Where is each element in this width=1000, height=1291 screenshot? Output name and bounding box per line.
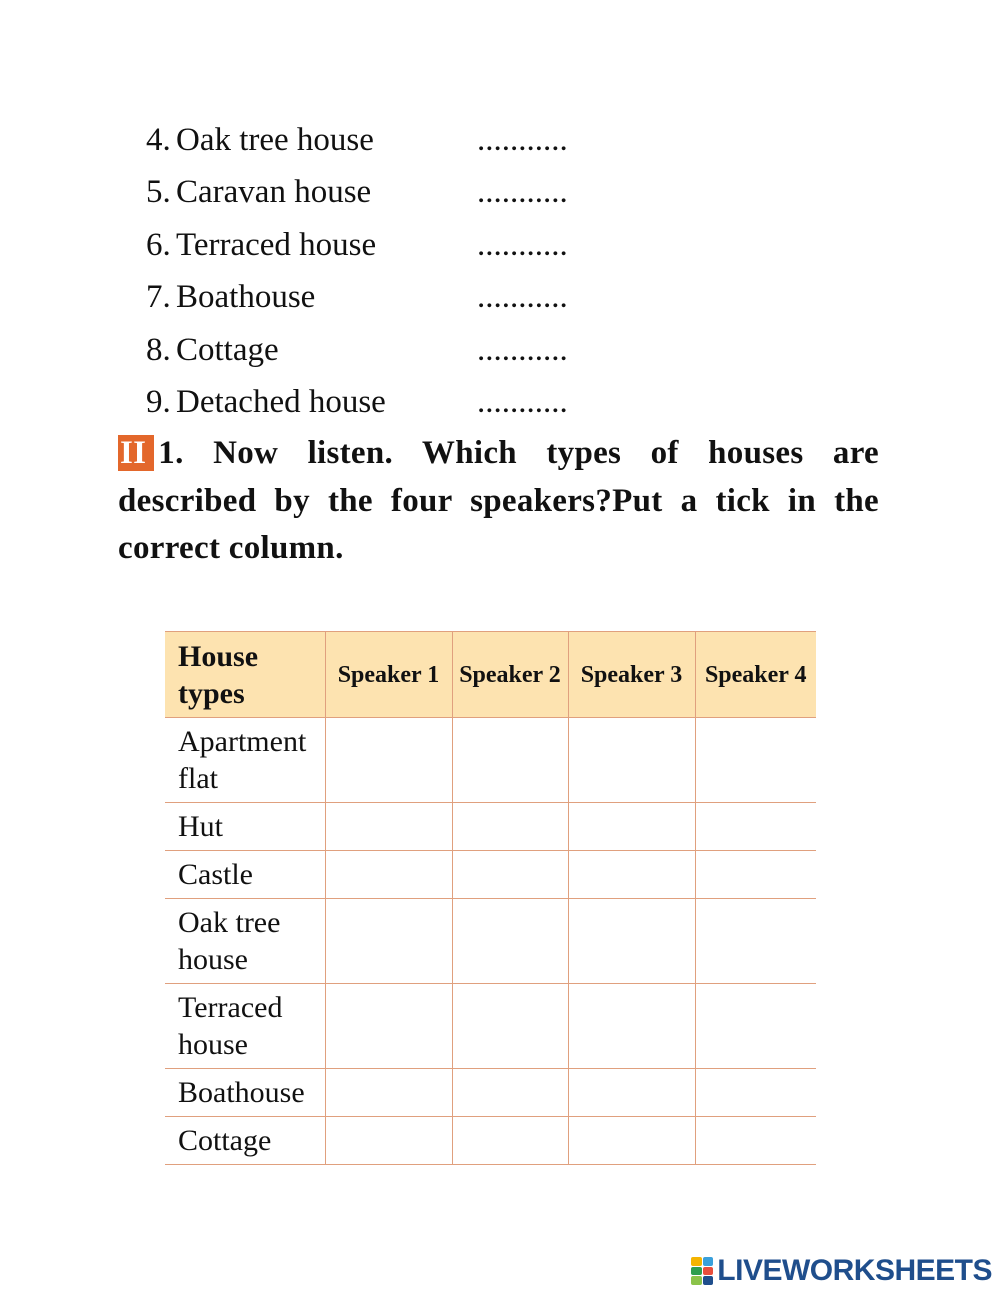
tick-cell-speaker-4[interactable] [695,851,816,899]
answer-blank[interactable]: ........... [477,331,568,368]
tick-cell-speaker-2[interactable] [452,718,568,803]
list-item-text: Cottage [176,331,279,368]
house-types-table [165,631,816,1165]
tick-cell-speaker-2[interactable] [452,1069,568,1117]
tick-cell-speaker-2[interactable] [452,899,568,984]
tick-cell-speaker-1[interactable] [325,899,452,984]
tick-cell-speaker-4[interactable] [695,718,816,803]
list-item-number: 6. [146,226,171,263]
answer-blank[interactable]: ........... [477,122,568,158]
table-row [165,1069,816,1117]
section-number-badge: II [118,435,154,471]
tick-cell-speaker-2[interactable] [452,851,568,899]
tick-cell-speaker-2[interactable] [452,1117,568,1165]
tick-cell-speaker-1[interactable] [325,803,452,851]
header-speaker-4: Speaker 4 [695,632,816,718]
section-instruction [118,430,879,573]
tick-cell-speaker-1[interactable] [325,984,452,1069]
house-type-label: Hut [165,803,325,851]
list-item [146,326,746,378]
list-item-number: 7. [146,279,171,316]
list-item [146,273,746,325]
liveworksheets-logo-icon [691,1257,713,1285]
table-row [165,803,816,851]
list-item-number: 4. [146,122,171,158]
tick-cell-speaker-1[interactable] [325,1069,452,1117]
tick-cell-speaker-4[interactable] [695,984,816,1069]
tick-cell-speaker-3[interactable] [568,1117,695,1165]
tick-cell-speaker-3[interactable] [568,851,695,899]
list-item-number: 8. [146,331,171,368]
list-item [146,116,746,168]
header-speaker-3: Speaker 3 [568,632,695,718]
tick-cell-speaker-3[interactable] [568,984,695,1069]
list-item-number: 9. [146,383,171,420]
header-speaker-2: Speaker 2 [452,632,568,718]
house-type-label: Apartment flat [165,718,325,803]
list-item [146,221,746,273]
house-type-label: Boathouse [165,1069,325,1117]
answer-blank[interactable]: ........... [477,279,568,316]
tick-cell-speaker-4[interactable] [695,1117,816,1165]
answer-blank[interactable]: ........... [477,383,568,420]
tick-cell-speaker-3[interactable] [568,803,695,851]
table-row [165,1117,816,1165]
tick-cell-speaker-3[interactable] [568,899,695,984]
tick-cell-speaker-4[interactable] [695,1069,816,1117]
list-item [146,168,746,220]
list-item-number: 5. [146,174,171,211]
tick-cell-speaker-1[interactable] [325,718,452,803]
header-speaker-1: Speaker 1 [325,632,452,718]
table-header-row [165,632,816,718]
list-item [146,378,746,430]
table-row [165,718,816,803]
list-item-text: Caravan house [176,174,372,211]
list-item-text: Terraced house [176,226,377,263]
tick-cell-speaker-3[interactable] [568,718,695,803]
tick-cell-speaker-4[interactable] [695,803,816,851]
tick-cell-speaker-1[interactable] [325,851,452,899]
header-house-types: House types [165,632,325,718]
tick-cell-speaker-4[interactable] [695,899,816,984]
house-list [146,116,746,430]
list-item-text: Boathouse [176,279,316,316]
tick-cell-speaker-3[interactable] [568,1069,695,1117]
list-item-text: Detached house [176,383,386,420]
list-item-text: Oak tree house [176,122,374,158]
house-type-label: Terraced house [165,984,325,1069]
house-type-label: Oak tree house [165,899,325,984]
liveworksheets-logo [691,1253,992,1289]
instruction-text: 1. Now listen. Which types of houses are described by the four speakers?Put a tick in the correct column. [118,435,879,566]
table-row [165,984,816,1069]
liveworksheets-logo-text: LIVEWORKSHEETS [717,1254,992,1287]
tick-cell-speaker-2[interactable] [452,984,568,1069]
answer-blank[interactable]: ........... [477,226,568,263]
table-row [165,851,816,899]
house-type-label: Castle [165,851,325,899]
tick-cell-speaker-2[interactable] [452,803,568,851]
answer-blank[interactable]: ........... [477,174,568,211]
tick-cell-speaker-1[interactable] [325,1117,452,1165]
house-type-label: Cottage [165,1117,325,1165]
table-row [165,899,816,984]
